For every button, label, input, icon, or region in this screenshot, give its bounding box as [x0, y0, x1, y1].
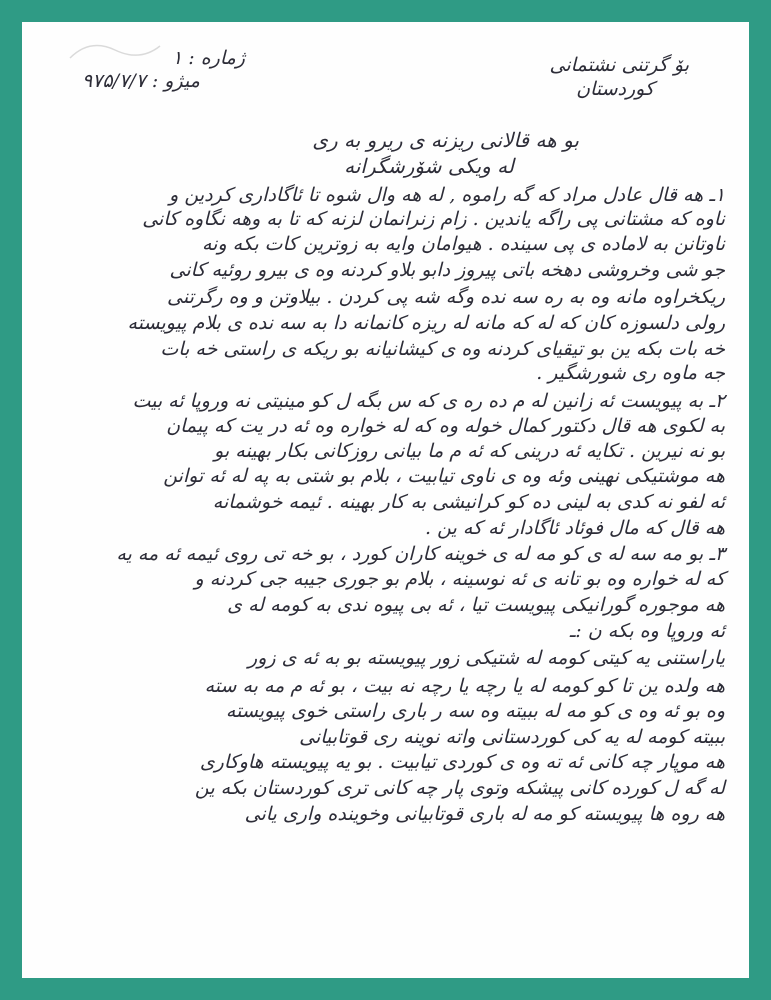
letter-body-line: ۳ـ بو مه سه له ی کو مه له ی خوینه کاران کورد ، بو خه تی روی ئیمه ئه مه یه: [116, 543, 725, 565]
letter-body-line: رولی دلسوزه کان که له که مانه له ریزه کانمانه دا به سه نده ی بلام پیویسته: [127, 312, 725, 334]
letter-body-line: هه موشتیکی نهینی وئه وه ی ناوی تیابیت ، بلام بو شتی به په له ئه توانن: [163, 465, 725, 487]
letter-body-line: ئه وروپا وه بکه ن :ـ: [569, 620, 725, 642]
letter-body-line: هه روه ها پیویسته کو مه له باری قوتابیانی وخوینده واری یانی: [244, 803, 725, 825]
letter-body-line: هه موپار چه کانی ئه ته وه ی کوردی تیابیت . بو یه پیویسته هاوکاری: [199, 751, 725, 773]
addressee-line-1: بۆ گرتنی نشتمانی: [549, 54, 689, 76]
letter-body-line: جو شی وخروشی دهخه باتی پیروز دابو بلاو کردنه وه ی بیرو روئیه کانی: [169, 259, 725, 281]
number-label: ژماره : ۱: [172, 47, 245, 69]
letter-body-line: یاراستنی یه کیتی کومه له شتیکی زور پیویسته بو به ئه ی زور: [248, 647, 725, 669]
letter-body-line: هه موجوره گورانیکی پیویست تیا ، ئه بی پیوه ندی به کومه له ی: [227, 594, 725, 616]
letter-body-line: هه ولده ین تا کو کومه له یا رچه یا رچه نه بیت ، بو ئه م مه به سته: [204, 675, 725, 697]
letter-body-line: ۲ـ به پیویست ئه زانین له م ده ره ی که س بگه ل کو مینیتی نه وروپا ئه بیت: [132, 390, 725, 412]
letter-body-line: ببیته کومه له یه کی کوردستانی واته نوینه ری قوتابیانی: [299, 726, 725, 748]
letter-title: بو هه قالانی ریزنه ی ریرو به ری: [312, 128, 579, 152]
letter-body-line: ئه لفو نه کدی به لینی ده کو کرانیشی به کار بهینه . ئیمه خوشمانه: [212, 491, 725, 513]
date-label: میژو : ۹۷۵/۷/۷: [82, 70, 200, 92]
letter-body-line: هه قال که مال فوئاد ئاگادار ئه که ین .: [424, 517, 725, 539]
letter-body-line: ریکخراوه مانه وه به ره سه نده وگه شه پی کردن . بیلاوتن و وه رگرتنی: [167, 286, 725, 308]
letter-body-line: ناوتانن به لاماده ی پی سینده . هیوامان وایه به زوترین کات بکه ونه: [201, 233, 725, 255]
letter-body-line: وه بو ئه وه ی کو مه له ببیته وه سه ر باری راستی خوی پیویسته: [225, 700, 725, 722]
letter-body-line: بو نه نیرین . تکایه ئه درینی که ئه م ما بیانی روزکانی بکار بهینه بو: [214, 440, 725, 462]
letter-body-line: ۱ـ هه قال عادل مراد که گه راموه , له هه وال شوه تا ئاگاداری کردین و: [169, 184, 725, 206]
letter-body-line: به لکوی هه قال دکتور کمال خوله وه که له خواره وه ئه در یت که پیمان: [166, 415, 725, 437]
letter-body-line: خه بات بکه ین بو تیقیای کردنه وه ی کیشانیانه بو ریکه ی راستی خه بات: [160, 338, 725, 360]
letter-body-line: که له خواره وه بو تانه ی ئه نوسینه ، بلام بو جوری جیبه جی کردنه و: [194, 568, 725, 590]
faint-corner-mark: [60, 28, 180, 68]
letter-body-line: ناوه که مشتانی پی راگه یاندین . زام زنرانمان لزنه که تا به وهه نگاوه کانی: [142, 208, 725, 230]
letter-body-line: جه ماوه ری شورشگیر .: [536, 362, 725, 384]
addressee-line-2: کوردستان: [576, 78, 654, 100]
letter-subtitle: له ویکی شۆرشگرانه: [344, 154, 514, 178]
letter-body-line: له گه ل کورده کانی پیشکه وتوی پار چه کانی تری کوردستان بکه ین: [194, 777, 725, 799]
handwritten-letter-page: [22, 22, 749, 978]
